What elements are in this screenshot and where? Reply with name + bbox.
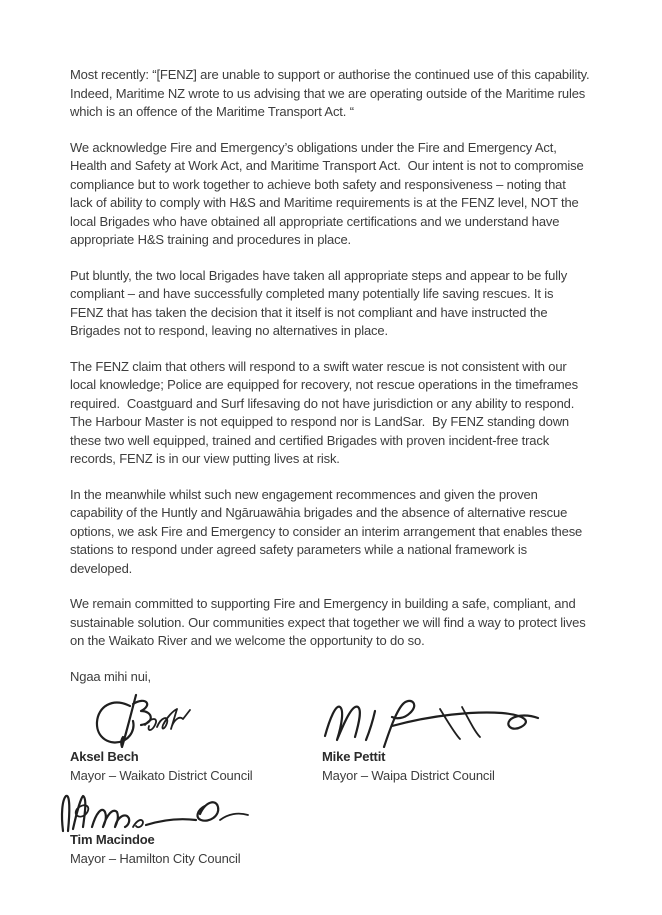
signatory-mike-pettit <box>322 692 574 785</box>
aksel-bech-signature-icon <box>70 692 322 748</box>
signatory-title: Mayor – Waikato District Council <box>70 767 253 783</box>
signatory-title: Mayor – Hamilton City Council <box>70 850 241 866</box>
paragraph-5: In the meanwhile whilst such new engagement recommences and given the proven capability of the Huntly and Ngāruawāhia brigades and the absence of alternative rescue options, we ask Fire and Emergency to consider an interim arrangement that enables these stations to respond under agreed safety parameters while a national framework is developed. <box>70 486 586 576</box>
signatory-aksel-bech <box>70 692 322 785</box>
signatory-name: Aksel Bech <box>70 749 139 764</box>
paragraph-2: We acknowledge Fire and Emergency’s obligations under the Fire and Emergency Act, Health and Safety at Work Act, and Maritime Transport Act. Our intent is not to compromise compliance but to work together to achieve both safety and responsiveness – noting that lack of ability to comply with H&S and Maritime requirements is at the FENZ level, NOT the local Brigades who have obtained all appropriate certifications and we understand have appropriate H&S training and procedures in place. <box>70 139 588 247</box>
closing-salutation: Ngaa mihi nui, <box>70 668 151 684</box>
mike-pettit-signature-icon <box>322 692 574 748</box>
tim-macindoe-signature-icon <box>70 791 322 831</box>
paragraph-4: The FENZ claim that others will respond to a swift water rescue is not consistent with our local knowledge; Police are equipped for recovery, not rescue operations in the timeframes required. Coastguard and Surf lifesaving do not have jurisdiction or any ability to respond. The Harbour Master is not equipped to respond nor is LandSar. By FENZ standing down these two well equipped, trained and certified Brigades with proven incident-free track records, FENZ is in our view putting lives at risk. <box>70 358 582 466</box>
signature-row-1 <box>70 692 590 785</box>
paragraph-6: We remain committed to supporting Fire and Emergency in building a safe, compliant, and sustainable solution. Our communities expect that together we will find a way to protect lives on the Waikato River and we welcome the opportunity to do so. <box>70 596 590 648</box>
aksel-bech-signature <box>92 692 202 748</box>
paragraph-1: Most recently: “[FENZ] are unable to support or authorise the continued use of this capability. Indeed, Maritime NZ wrote to us advising that we are operating outside of the Maritime rules which is an offence of the Maritime Transport Act. “ <box>70 67 593 119</box>
signatory-name: Mike Pettit <box>322 749 386 764</box>
signatory-tim-macindoe <box>70 791 322 868</box>
signatory-name: Tim Macindoe <box>70 832 155 847</box>
letter-body <box>70 66 593 868</box>
paragraph-3: Put bluntly, the two local Brigades have taken all appropriate steps and appear to be fully compliant – and have successfully completed many potentially life saving rescues. It is FENZ that has taken the decision that it itself is not compliant and have instructed the Brigades not to respond, leaving no alternatives in place. <box>70 267 571 338</box>
mike-pettit-signature <box>322 696 544 748</box>
signatory-title: Mayor – Waipa District Council <box>322 767 495 783</box>
signature-row-2 <box>70 791 590 868</box>
tim-macindoe-signature <box>58 791 258 833</box>
